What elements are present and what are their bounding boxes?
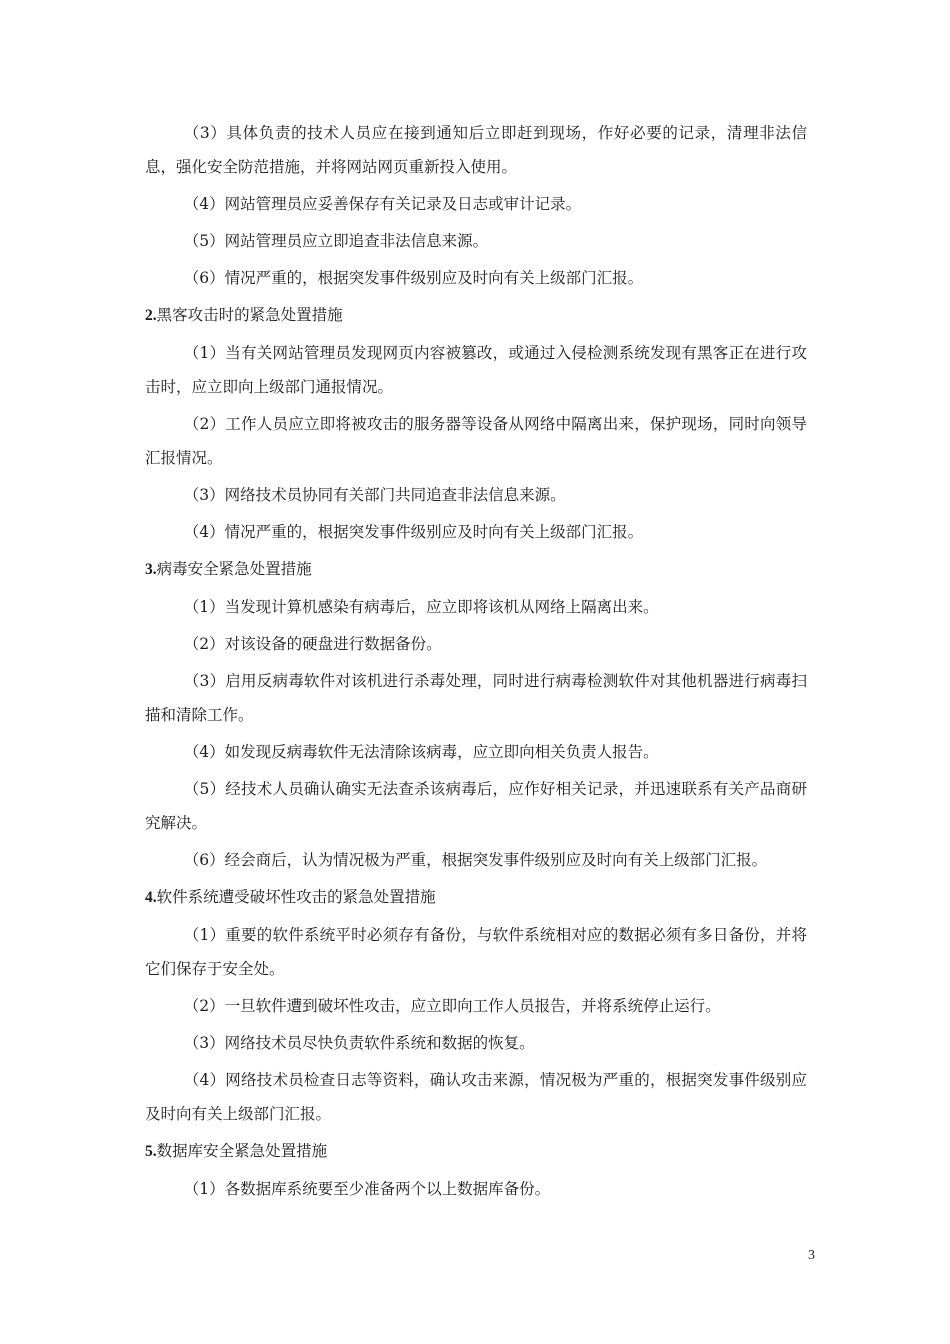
body-paragraph: （3）网络技术员协同有关部门共同追查非法信息来源。 bbox=[183, 486, 566, 504]
body-paragraph: （4）网络技术员检查日志等资料，确认攻击来源，情况极为严重的，根据突发事件级别应及时向有关上级部门汇报。 bbox=[145, 1071, 807, 1123]
section-number: 3. bbox=[145, 561, 157, 578]
section-heading bbox=[145, 1134, 807, 1169]
page-number: 3 bbox=[808, 1248, 815, 1263]
section-title: 软件系统遭受破坏性攻击的紧急处置措施 bbox=[156, 888, 436, 906]
body-paragraph: （1）重要的软件系统平时必须存有备份，与软件系统相对应的数据必须有多日备份，并将它们保存于安全处。 bbox=[145, 926, 807, 978]
body-paragraph: （3）网络技术员尽快负责软件系统和数据的恢复。 bbox=[183, 1034, 535, 1052]
body-paragraph: （1）当发现计算机感染有病毒后，应立即将该机从网络上隔离出来。 bbox=[183, 598, 659, 616]
section-title: 数据库安全紧急处置措施 bbox=[156, 1142, 328, 1160]
body-paragraph: （4）情况严重的，根据突发事件级别应及时向有关上级部门汇报。 bbox=[183, 523, 644, 541]
body-paragraph: （1）各数据库系统要至少准备两个以上数据库备份。 bbox=[183, 1180, 551, 1198]
body-paragraph: （6）经会商后，认为情况极为严重，根据突发事件级别应及时向有关上级部门汇报。 bbox=[183, 851, 768, 869]
section-heading bbox=[145, 880, 807, 915]
body-paragraph: （2）对该设备的硬盘进行数据备份。 bbox=[183, 635, 442, 653]
section-number: 4. bbox=[145, 889, 157, 906]
body-paragraph: （5）网站管理员应立即追查非法信息来源。 bbox=[183, 232, 489, 250]
body-paragraph: （2）一旦软件遭到破坏性攻击，应立即向工作人员报告，并将系统停止运行。 bbox=[183, 997, 721, 1015]
body-paragraph: （3）启用反病毒软件对该机进行杀毒处理，同时进行病毒检测软件对其他机器进行病毒扫描和清除工作。 bbox=[145, 672, 807, 724]
body-paragraph: （3）具体负责的技术人员应在接到通知后立即赶到现场，作好必要的记录，清理非法信息，强化安全防范措施，并将网站网页重新投入使用。 bbox=[145, 124, 807, 176]
section-number: 5. bbox=[145, 1143, 157, 1160]
body-paragraph: （4）如发现反病毒软件无法清除该病毒，应立即向相关负责人报告。 bbox=[183, 743, 659, 761]
body-paragraph: （2）工作人员应立即将被攻击的服务器等设备从网络中隔离出来，保护现场，同时向领导汇报情况。 bbox=[145, 415, 807, 467]
body-paragraph: （5）经技术人员确认确实无法查杀该病毒后，应作好相关记录，并迅速联系有关产品商研究解决。 bbox=[145, 780, 807, 832]
body-paragraph: （4）网站管理员应妥善保存有关记录及日志或审计记录。 bbox=[183, 195, 582, 213]
document-body bbox=[145, 116, 807, 1209]
section-number: 2. bbox=[145, 307, 157, 324]
section-heading bbox=[145, 552, 807, 587]
body-paragraph: （1）当有关网站管理员发现网页内容被篡改，或通过入侵检测系统发现有黑客正在进行攻击时，应立即向上级部门通报情况。 bbox=[145, 344, 807, 396]
section-title: 黑客攻击时的紧急处置措施 bbox=[156, 306, 343, 324]
section-title: 病毒安全紧急处置措施 bbox=[156, 560, 312, 578]
body-paragraph: （6）情况严重的，根据突发事件级别应及时向有关上级部门汇报。 bbox=[183, 269, 644, 287]
section-heading bbox=[145, 298, 807, 333]
